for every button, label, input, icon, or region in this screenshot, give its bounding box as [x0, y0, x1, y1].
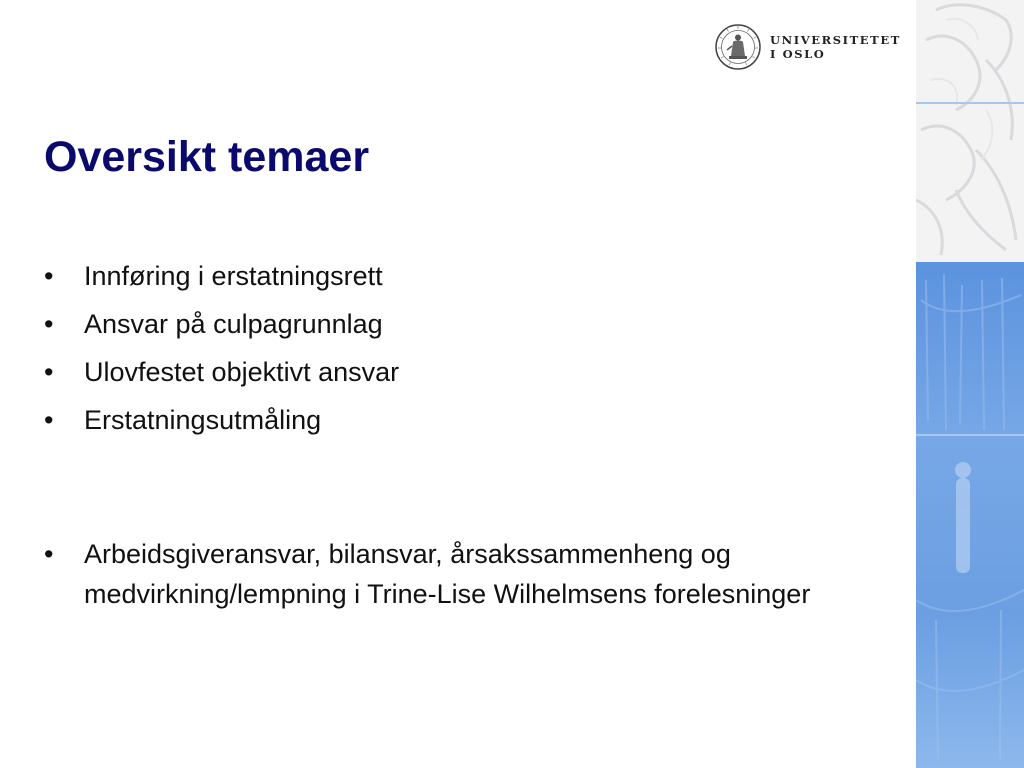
bullet-dot: •	[44, 405, 54, 435]
bullet-dot: •	[44, 309, 54, 339]
topic-list	[44, 256, 874, 622]
university-name-line-1: UNIVERSITETET	[770, 33, 901, 47]
list-item-text: Arbeidsgiveransvar, bilansvar, årsakssammenheng og medvirkning/lempning i Trine-Lise Wilhelmsens forelesninger	[84, 539, 811, 609]
university-seal-icon	[714, 23, 762, 71]
list-item-text: Ulovfestet objektivt ansvar	[84, 357, 400, 387]
list-item	[44, 534, 874, 614]
university-name-line-2: I OSLO	[770, 47, 826, 61]
university-name	[770, 33, 901, 61]
list-item-text: Ansvar på culpagrunnlag	[84, 309, 383, 339]
list-item	[44, 352, 874, 392]
decorative-side-strip	[916, 0, 1024, 768]
list-item-text: Erstatningsutmåling	[84, 405, 322, 435]
slide-title: Oversikt temaer	[44, 133, 370, 181]
university-logo	[714, 22, 901, 72]
list-item	[44, 304, 874, 344]
sculpture-relief-image	[916, 0, 1024, 768]
list-item-text: Innføring i erstatningsrett	[84, 261, 383, 291]
list-item	[44, 256, 874, 296]
strip-divider-line	[916, 102, 1024, 104]
list-item	[44, 400, 874, 440]
bullet-dot: •	[44, 261, 54, 291]
strip-divider-line	[916, 434, 1024, 436]
bullet-dot: •	[44, 357, 54, 387]
bullet-dot: •	[44, 539, 54, 569]
